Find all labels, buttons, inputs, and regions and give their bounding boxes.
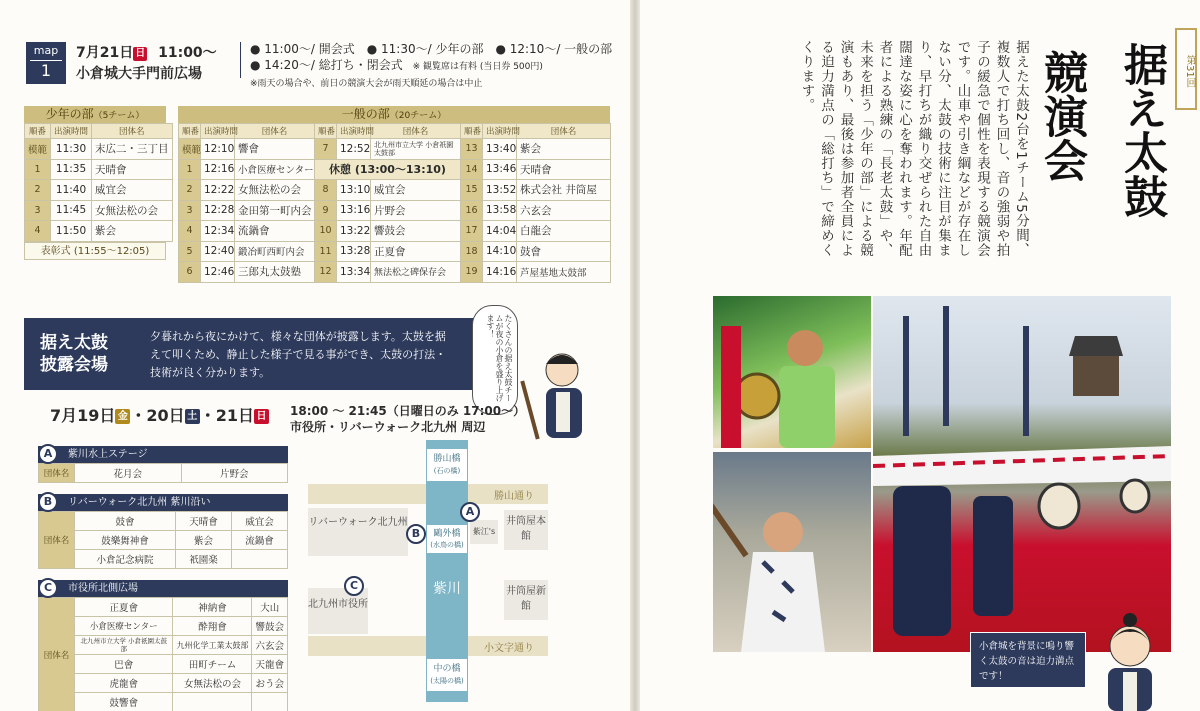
team-cell: 威宜会 [231,512,287,531]
team-cell [252,693,288,711]
event-date [76,42,217,62]
order-cell: 10 [315,221,337,242]
team-cell: 紫会 [517,139,611,160]
photo-child-drummer [713,296,871,448]
team-cell: 祇園楽 [175,550,231,569]
col-header: 出演時間 [337,124,371,139]
table-row [179,221,611,242]
table-row [39,512,288,531]
team-cell: 田町チーム [173,655,252,674]
child-drummer-icon [713,296,871,448]
team-cell: 虎龍會 [75,674,173,693]
order-cell: 模範 [25,139,51,160]
table-row [39,693,288,711]
time-cell: 12:28 [201,200,235,221]
start-time: 11:00～ [158,45,217,61]
youth-table [24,106,169,260]
venue-map [308,440,548,702]
team-cell: 流鍋會 [235,221,315,242]
label-cell: 団体名 [39,598,75,711]
team-cell: 威宜会 [92,180,173,201]
general-table-title [178,106,610,123]
order-cell: 4 [25,221,51,242]
time-cell: 13:58 [483,200,517,221]
order-cell: 14 [461,159,483,180]
table-row [39,636,288,655]
order-cell: 9 [315,200,337,221]
event-time: 18:00 ～ 21:45（日曜日のみ 17:00～） [290,404,526,418]
katsuyama-bridge [426,448,468,482]
team-cell: 小倉医療センター [235,159,315,180]
table-row [179,159,611,180]
naka-bridge-label: 中の橋 [433,664,461,674]
youth-title-text: 少年の部 [45,107,94,121]
col-header: 出演時間 [201,124,235,139]
time-cell: 14:10 [483,241,517,262]
speech-bubble: たくさんの据え太鼓チームが夜の小倉を盛り上げます！ [472,305,518,415]
group-a-header: 紫川水上ステージ [38,446,288,463]
table-row [179,241,611,262]
team-cell: 末広二・三丁目 [92,139,173,160]
schedule [250,41,620,75]
team-cell: 鍛冶町西町内会 [235,241,315,262]
weekday-badge: 金 [115,409,130,424]
day-2: ・20日 [130,406,185,425]
col-header: 順番 [25,124,51,139]
team-cell: 大山 [252,598,288,617]
time-and-place [290,403,525,435]
time-cell: 12:40 [201,241,235,262]
time-cell: 12:22 [201,180,235,201]
section-description: 夕暮れから夜にかけて、様々な団体が披露します。太鼓を据えて叩くため、静止した様子で見る事ができ、太鼓の打法・技術が良く分かります。 [150,330,447,379]
group-c-table [38,597,288,711]
col-header: 順番 [461,124,483,139]
map-marker-a: A [460,502,480,522]
naka-bridge-sub: (太陽の橋) [430,677,464,685]
katsuyama-bridge-sub: (石の橋) [433,467,461,475]
time-cell: 13:46 [483,159,517,180]
label-cell: 団体名 [39,512,75,569]
table-row [39,674,288,693]
time-cell: 12:46 [201,262,235,283]
team-cell: 北九州市立大学 小倉祇園太鼓部 [371,139,461,160]
hagai-bridge-label: 鷗外橋 [433,529,461,539]
time-cell: 11:40 [51,180,92,201]
woman-drummer-icon [713,452,871,652]
team-cell: 正夏會 [371,241,461,262]
shikoes-building: 紫江's [470,520,498,544]
group-c [38,580,288,711]
day-3: ・21日 [199,406,254,425]
castle-performance-icon [873,296,1171,652]
order-cell: 2 [25,180,51,201]
time-cell: 12:52 [337,139,371,160]
table-row [25,180,173,201]
order-cell: 3 [179,200,201,221]
table-row [25,159,173,180]
map-marker-c: C [344,576,364,596]
group-c-letter: C [38,578,58,598]
team-cell: 小倉医療センター [75,617,173,636]
city-hall-building: 北九州市役所 [308,588,368,634]
team-cell: 紫会 [92,221,173,242]
general-count: （20チーム） [389,111,447,121]
time-cell: 11:35 [51,159,92,180]
time-cell: 13:22 [337,221,371,242]
izutsuya-shinkan: 井筒屋新館 [504,580,548,620]
time-cell: 13:10 [337,180,371,201]
weekday-badge: 日 [254,409,269,424]
table-row [39,531,288,550]
order-cell: 19 [461,262,483,283]
team-cell: 六玄会 [517,200,611,221]
map-label: map [33,44,59,57]
col-header: 団体名 [92,124,173,139]
time-cell: 12:16 [201,159,235,180]
riverwalk-building [308,508,408,556]
photo-woman-drummer [713,452,871,652]
col-header: 団体名 [517,124,611,139]
team-cell: 金田第一町内会 [235,200,315,221]
team-cell: おう会 [252,674,288,693]
event-place: 小倉城大手門前広場 [76,66,202,82]
header-divider [240,42,241,78]
table-row [39,655,288,674]
award-ceremony: 表彰式 (11:55～12:05) [24,242,166,260]
table-row [25,139,173,160]
event-venue: 市役所・リバーウォーク北九州 周辺 [290,420,486,434]
issue-badge: 第31回 [1175,28,1197,110]
order-cell: 11 [315,241,337,262]
map-number: 1 [30,60,62,81]
team-cell: 鼓會 [517,241,611,262]
katsuyama-street-label: 勝山通り [494,491,534,502]
order-cell: 1 [179,159,201,180]
group-a-table [38,463,288,483]
naka-bridge [426,658,468,692]
col-header: 順番 [315,124,337,139]
team-cell: 正夏會 [75,598,173,617]
table-row [179,139,611,160]
weekday-badge: 土 [185,409,200,424]
group-b [38,494,288,569]
team-cell: 白龍会 [517,221,611,242]
photo-caption: 小倉城を背景に鳴り響く太鼓の音は迫力満点です！ [970,632,1086,688]
map-marker-b: B [406,524,426,544]
time-cell: 13:52 [483,180,517,201]
katsuyama-bridge-label: 勝山橋 [433,454,461,464]
team-cell: 響鼓会 [252,617,288,636]
table-row [179,262,611,283]
komonji-street-label: 小文字通り [484,643,534,654]
order-cell: 12 [315,262,337,283]
break-cell: 休憩 (13:00～13:10) [315,159,461,180]
riverwalk-label: リバーウォーク北九州 [308,517,408,528]
day-1: 7月19日 [50,406,116,425]
team-cell [231,550,287,569]
general-title-text: 一般の部 [341,107,390,121]
group-a [38,446,288,483]
photo-castle-performance [873,296,1171,652]
team-cell [173,693,252,711]
day-badge: 日 [135,48,146,59]
rain-note: ※雨天の場合や、前日の競演大会が雨天順延の場合は中止 [250,79,483,89]
group-a-letter: A [38,444,58,464]
general-table-grid [178,123,611,283]
group-b-table [38,511,288,569]
group-b-letter: B [38,492,58,512]
order-cell: 5 [179,241,201,262]
team-cell: 女無法松の会 [235,180,315,201]
time-cell: 14:04 [483,221,517,242]
time-cell: 13:34 [337,262,371,283]
right-page [640,0,1200,711]
order-cell: 8 [315,180,337,201]
team-cell: 鼓響會 [75,693,173,711]
team-cell: 天晴會 [517,159,611,180]
time-cell: 14:16 [483,262,517,283]
girl-mascot-icon [1090,612,1170,711]
col-header: 出演時間 [483,124,517,139]
group-c-header: 市役所北側広場 [38,580,288,597]
team-cell: 女無法松の会 [92,200,173,221]
date-text: 7月21日 [76,45,134,61]
youth-table-title [24,106,166,123]
event-days [50,403,269,426]
team-cell: 花月会 [75,464,182,483]
order-cell: 7 [315,139,337,160]
team-cell: 酔翔會 [173,617,252,636]
order-cell: 4 [179,221,201,242]
general-table [178,106,610,283]
schedule-fee: ※ 観覧席は有料 (当日券 500円) [412,62,543,72]
table-row [179,200,611,221]
table-row [25,221,173,242]
table-row [25,200,173,221]
article-body: 据えた太鼓2台を1チーム5分間、複数人で打ち回し、音の強弱や拍子の緩急で個性を表現する競演会です。山車や引き綱などが存在しない分、太鼓の技術に注目が集まり、早打ちが織り交ぜられた自由闊達な姿に心を奪われます。年配者による熟練の「長老太鼓」や、未来を担う「少年の部」による競演もあり、最後は参加者全員による迫力満点の「総打ち」で締めくくります。 [798,40,1029,258]
section-title-line-1: 据え太鼓 [40,333,108,353]
time-cell: 13:40 [483,139,517,160]
team-cell: 威宜会 [371,180,461,201]
youth-count: （5チーム） [93,111,145,121]
team-cell: 鼓樂舞神會 [75,531,176,550]
team-cell: 流鍋會 [231,531,287,550]
team-cell: 紫会 [175,531,231,550]
team-cell: 北九州市立大学 小倉祇園太鼓部 [75,636,173,655]
time-cell: 11:30 [51,139,92,160]
order-cell: 15 [461,180,483,201]
time-cell: 11:45 [51,200,92,221]
team-cell: 天龍會 [252,655,288,674]
team-cell: 鼓會 [75,512,176,531]
time-cell: 13:28 [337,241,371,262]
hagai-bridge-sub: (水鳥の橋) [430,541,464,549]
section-title [40,332,120,376]
order-cell: 13 [461,139,483,160]
team-cell: 無法松之碑保存会 [371,262,461,283]
order-cell: 2 [179,180,201,201]
team-cell: 片野会 [371,200,461,221]
team-cell: 六玄会 [252,636,288,655]
table-row [39,617,288,636]
hagai-bridge [426,524,468,554]
order-cell: 3 [25,200,51,221]
schedule-line-1: ● 11:00～/ 開会式 ● 11:30～/ 少年の部 ● 12:10～/ 一般の部 [250,42,613,56]
table-row [39,550,288,569]
col-header: 出演時間 [51,124,92,139]
team-cell: 芦屋基地太鼓部 [517,262,611,283]
team-cell: 女無法松の会 [173,674,252,693]
time-cell: 11:50 [51,221,92,242]
order-cell: 18 [461,241,483,262]
izutsuya-honkan: 井筒屋本館 [504,510,548,550]
table-row [39,598,288,617]
col-header: 順番 [179,124,201,139]
youth-table-grid [24,123,173,242]
team-cell: 天晴會 [92,159,173,180]
time-cell: 13:16 [337,200,371,221]
drummer-mascot-icon [518,340,598,450]
title-column-2: 競演会 [1036,50,1087,182]
team-cell: 響鼓会 [371,221,461,242]
order-cell: 模範 [179,139,201,160]
label-cell: 団体名 [39,464,75,483]
team-cell: 神納會 [173,598,252,617]
table-row [39,464,288,483]
team-cell: 三郎丸太鼓塾 [235,262,315,283]
team-cell: 片野会 [181,464,288,483]
team-cell: 巴會 [75,655,173,674]
order-cell: 17 [461,221,483,242]
title-column-1: 据え太鼓 [1116,42,1167,218]
team-cell: 株式会社 井筒屋 [517,180,611,201]
col-header: 団体名 [371,124,461,139]
team-cell: 響會 [235,139,315,160]
time-cell: 12:34 [201,221,235,242]
schedule-line-2: ● 14:20～/ 総打ち・閉会式 [250,58,403,72]
order-cell: 1 [25,159,51,180]
group-b-header: リバーウォーク北九州 紫川沿い [38,494,288,511]
map-badge [26,42,66,84]
order-cell: 16 [461,200,483,221]
river-label: 紫川 [433,581,461,597]
col-header: 団体名 [235,124,315,139]
order-cell: 6 [179,262,201,283]
time-cell: 12:10 [201,139,235,160]
page-gutter [630,0,640,711]
team-cell: 天晴會 [175,512,231,531]
team-cell: 小倉記念病院 [75,550,176,569]
section-title-line-2: 披露会場 [40,355,108,375]
team-cell: 九州化学工業太鼓部 [173,636,252,655]
table-row [179,180,611,201]
